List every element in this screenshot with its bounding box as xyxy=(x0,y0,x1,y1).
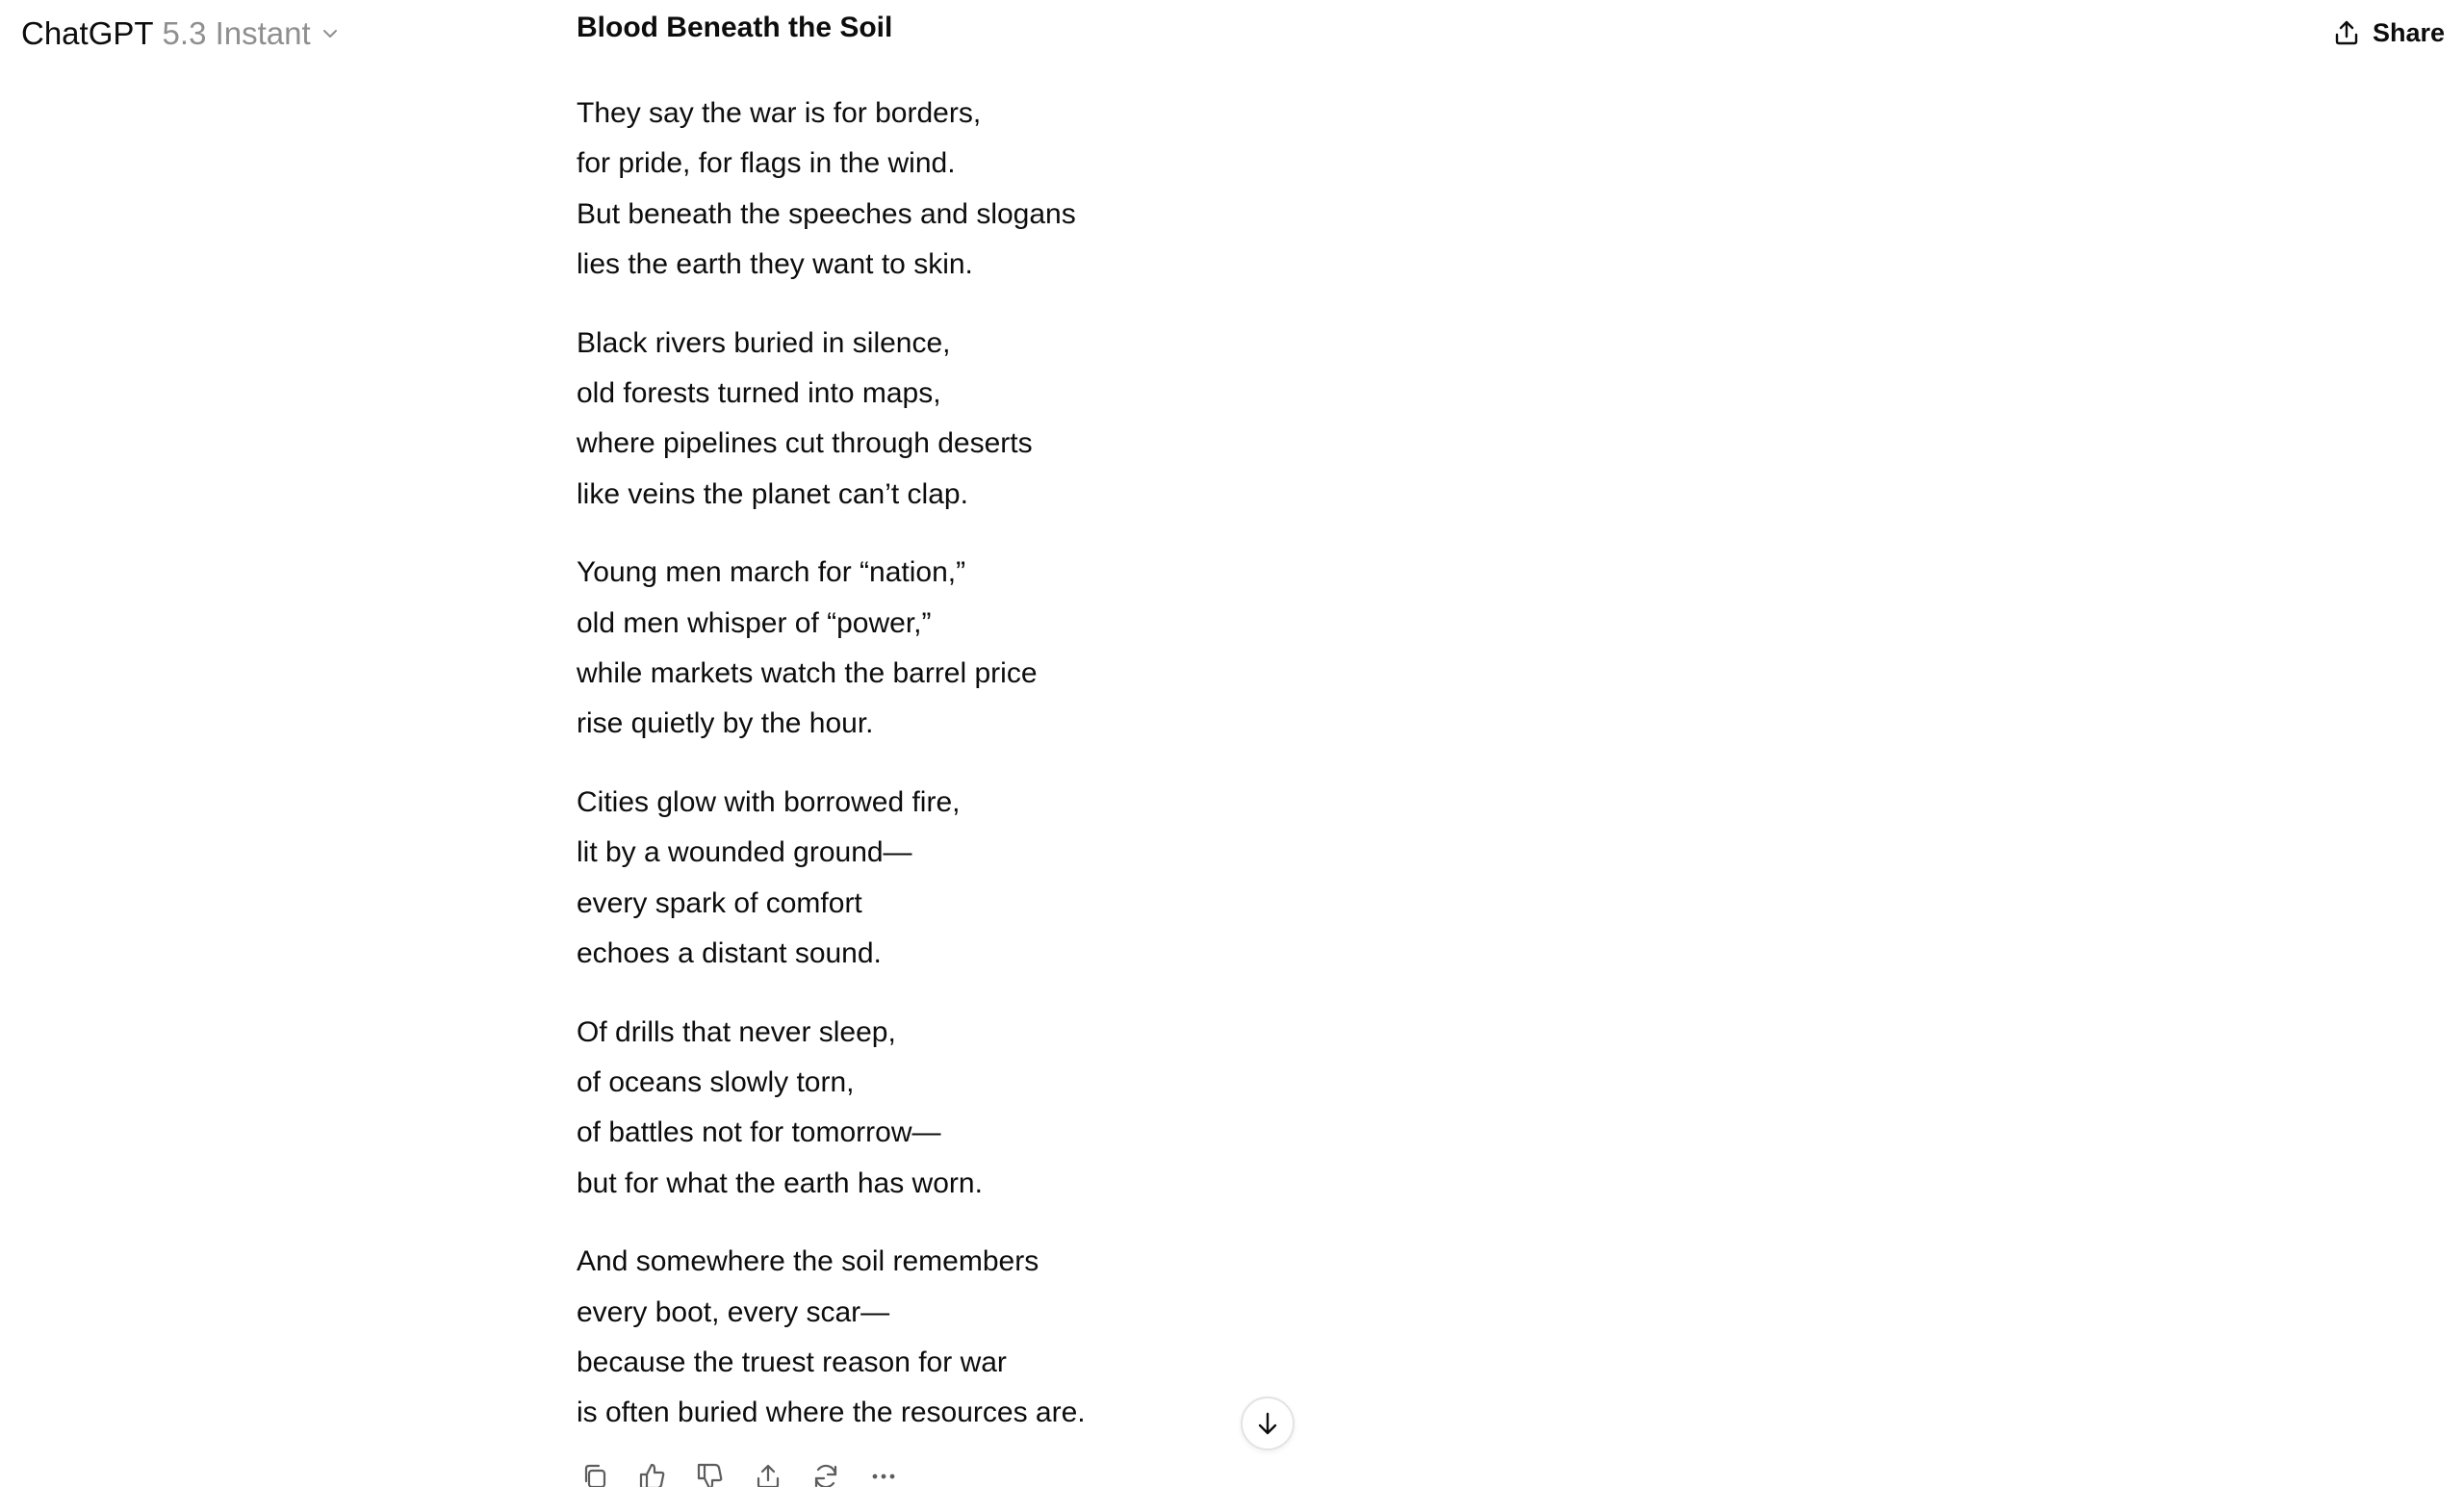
poem-line: every boot, every scar— xyxy=(577,1295,890,1328)
poem-line: Black rivers buried in silence, xyxy=(577,326,951,359)
model-version: 5.3 Instant xyxy=(162,15,311,51)
poem-line: old men whisper of “power,” xyxy=(577,606,932,639)
poem-line: They say the war is for borders, xyxy=(577,97,982,129)
copy-button[interactable] xyxy=(576,1457,614,1487)
poem-line: lies the earth they want to skin. xyxy=(577,248,973,281)
model-switcher[interactable] xyxy=(21,12,340,56)
poem-line: But beneath the speeches and slogans xyxy=(577,197,1076,230)
poem-line: Young men march for “nation,” xyxy=(577,556,966,589)
poem-line: while markets watch the barrel price xyxy=(577,657,1038,690)
poem-line: for pride, for flags in the wind. xyxy=(577,147,956,180)
poem-line: of oceans slowly torn, xyxy=(577,1065,855,1098)
poem-line: lit by a wounded ground— xyxy=(577,836,912,869)
bad-response-button[interactable] xyxy=(691,1457,730,1487)
poem-line: because the truest reason for war xyxy=(577,1346,1007,1378)
scroll-down-button[interactable] xyxy=(1241,1397,1295,1450)
good-response-button[interactable] xyxy=(633,1457,672,1487)
message-actions xyxy=(576,1457,903,1487)
poem-line: but for what the earth has worn. xyxy=(577,1167,983,1199)
poem-line: is often buried where the resources are. xyxy=(577,1397,1086,1429)
poem-stanza xyxy=(577,548,1539,750)
regenerate-button[interactable] xyxy=(807,1457,845,1487)
poem-line: like veins the planet can’t clap. xyxy=(577,477,968,510)
share-message-button[interactable] xyxy=(749,1457,787,1487)
share-icon xyxy=(2332,18,2361,47)
poem-line: And somewhere the soil remembers xyxy=(577,1245,1040,1278)
poem-line: every spark of comfort xyxy=(577,886,862,919)
chevron-down-icon xyxy=(321,24,340,43)
poem-line: rise quietly by the hour. xyxy=(577,707,874,740)
copy-icon xyxy=(579,1461,610,1487)
poem-stanza xyxy=(577,319,1539,521)
poem-line: echoes a distant sound. xyxy=(577,937,882,970)
share-label: Share xyxy=(2372,17,2445,47)
poem-stanza xyxy=(577,89,1539,291)
share-icon xyxy=(753,1461,783,1487)
model-name: ChatGPT xyxy=(21,15,154,51)
poem-stanza xyxy=(577,1237,1539,1439)
more-icon xyxy=(868,1461,899,1487)
poem-body xyxy=(577,89,1539,1439)
more-actions-button[interactable] xyxy=(864,1457,903,1487)
regenerate-icon xyxy=(810,1461,841,1487)
poem-line: Of drills that never sleep, xyxy=(577,1015,896,1048)
share-button[interactable] xyxy=(2332,13,2445,52)
poem-line: of battles not for tomorrow— xyxy=(577,1116,941,1149)
assistant-message xyxy=(577,0,1539,1467)
poem-line: old forests turned into maps, xyxy=(577,377,941,410)
thumbs-down-icon xyxy=(695,1461,726,1487)
poem-title: Blood Beneath the Soil xyxy=(577,12,893,43)
poem-stanza xyxy=(577,1008,1539,1210)
arrow-down-icon xyxy=(1253,1409,1282,1438)
poem-line: Cities glow with borrowed fire, xyxy=(577,785,961,818)
poem-stanza xyxy=(577,778,1539,980)
thumbs-up-icon xyxy=(637,1461,668,1487)
poem-line: where pipelines cut through deserts xyxy=(577,427,1033,460)
